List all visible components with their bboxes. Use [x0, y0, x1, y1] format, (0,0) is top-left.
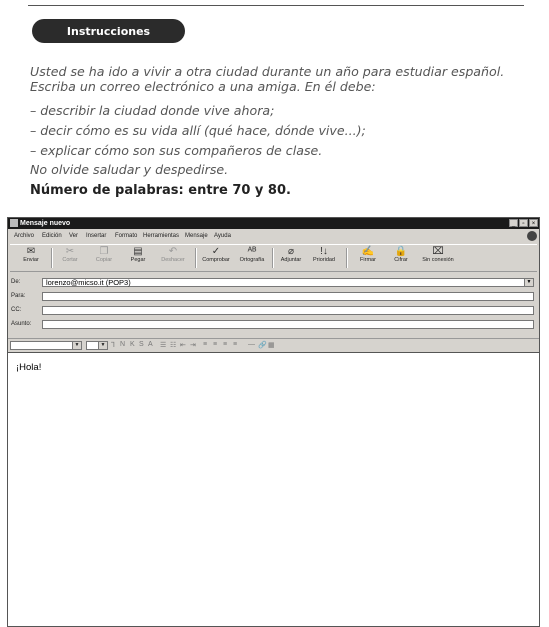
- menu-archivo[interactable]: Archivo: [14, 233, 35, 239]
- sign-button[interactable]: ✍ Firmar: [360, 246, 376, 263]
- spelling-icon: ᴬᴮ: [247, 246, 257, 257]
- copy-icon: ❐: [99, 246, 109, 257]
- to-field[interactable]: [42, 292, 534, 301]
- instructions-text: Usted se ha ido a vivir a otra ciudad durante un año para estudiar español. Escriba un correo electrónico a una amiga. En él debe:: [30, 64, 505, 94]
- from-value: lorenzo@micso.it (POP3): [46, 278, 131, 287]
- chevron-down-icon[interactable]: ▼: [98, 342, 107, 349]
- font-select[interactable]: [10, 341, 82, 350]
- menu-formato[interactable]: Formato: [115, 233, 138, 239]
- offline-button[interactable]: ⌧ Sin conexión: [422, 246, 454, 263]
- restore-button[interactable]: ▫: [519, 219, 528, 227]
- link-icon[interactable]: 🔗: [258, 342, 267, 349]
- sign-icon: ✍: [361, 246, 375, 257]
- instructions-badge: Instrucciones: [32, 19, 185, 43]
- message-body-text: ¡Hola!: [16, 362, 42, 373]
- subject-field[interactable]: [42, 320, 534, 329]
- menu-edicion[interactable]: Edición: [42, 233, 62, 239]
- align-center-icon[interactable]: ≡: [213, 341, 218, 348]
- bullet-item: – describir la ciudad donde vive ahora;: [30, 103, 275, 118]
- menu-herramientas[interactable]: Herramientas: [143, 233, 180, 239]
- attach-icon: ⌀: [287, 246, 295, 257]
- underline-icon[interactable]: S: [139, 341, 144, 348]
- minimize-button[interactable]: _: [509, 219, 518, 227]
- check-names-button[interactable]: ✓ Comprobar: [202, 246, 230, 263]
- window-title: Mensaje nuevo: [20, 220, 71, 227]
- offline-icon: ⌧: [432, 246, 444, 257]
- top-divider: [28, 5, 524, 6]
- cc-field[interactable]: [42, 306, 534, 315]
- numbered-list-icon[interactable]: ☰: [160, 342, 167, 349]
- attach-button[interactable]: ⌀ Adjuntar: [280, 246, 302, 263]
- font-size-select[interactable]: [86, 341, 108, 350]
- word-count-text: Número de palabras: entre 70 y 80.: [30, 183, 291, 198]
- new-message-window: [7, 217, 540, 627]
- chevron-down-icon[interactable]: ▼: [524, 279, 533, 286]
- italic-icon[interactable]: K: [130, 341, 135, 348]
- menu-mensaje[interactable]: Mensaje: [185, 233, 208, 239]
- justify-icon[interactable]: ≡: [233, 341, 238, 348]
- check-names-icon: ✓: [211, 246, 221, 257]
- insert-picture-icon[interactable]: ▦: [268, 342, 275, 349]
- send-icon: ✉: [26, 246, 36, 257]
- align-left-icon[interactable]: ≡: [203, 341, 208, 348]
- undo-button[interactable]: ↶ Deshacer: [161, 246, 185, 263]
- windows-logo-icon: [527, 231, 537, 241]
- formatting-toolbar: [8, 338, 539, 352]
- send-button[interactable]: ✉ Enviar: [23, 246, 39, 263]
- from-label: De:: [11, 279, 21, 285]
- menu-ayuda[interactable]: Ayuda: [214, 233, 231, 239]
- message-window-icon: [10, 219, 18, 227]
- to-label[interactable]: Para:: [11, 293, 26, 299]
- encrypt-icon: 🔒: [394, 246, 408, 257]
- paragraph-style-icon[interactable]: Ꞁ: [111, 342, 115, 349]
- bold-icon[interactable]: N: [120, 341, 126, 348]
- bullet-list-icon[interactable]: ☷: [170, 342, 177, 349]
- indent-icon[interactable]: ⇥: [190, 342, 196, 349]
- align-right-icon[interactable]: ≡: [223, 341, 228, 348]
- cut-icon: ✂: [65, 246, 75, 257]
- undo-icon: ↶: [168, 246, 178, 257]
- close-button[interactable]: ×: [529, 219, 538, 227]
- menu-bar: [8, 230, 539, 242]
- from-field[interactable]: [42, 278, 534, 287]
- menu-insertar[interactable]: Insertar: [86, 233, 107, 239]
- encrypt-button[interactable]: 🔒 Cifrar: [394, 246, 408, 263]
- outdent-icon[interactable]: ⇤: [180, 342, 186, 349]
- toolbar: [10, 244, 537, 272]
- horizontal-line-icon[interactable]: —: [248, 341, 255, 348]
- message-body[interactable]: [8, 352, 539, 627]
- menu-ver[interactable]: Ver: [69, 233, 79, 239]
- subject-label: Asunto:: [11, 321, 32, 327]
- title-bar: [8, 218, 539, 229]
- cc-label[interactable]: CC:: [11, 307, 22, 313]
- bullet-item: – explicar cómo son sus compañeros de clase.: [30, 143, 323, 158]
- bullet-item: – decir cómo es su vida allí (qué hace, dónde vive...);: [30, 123, 366, 138]
- cut-button[interactable]: ✂ Cortar: [62, 246, 78, 263]
- copy-button[interactable]: ❐ Copiar: [95, 246, 113, 263]
- paste-button[interactable]: ▤ Pegar: [130, 246, 146, 263]
- spelling-button[interactable]: ᴬᴮ Ortografía: [239, 246, 265, 263]
- priority-button[interactable]: !↓ Prioridad: [312, 246, 335, 263]
- font-color-icon[interactable]: A: [148, 341, 153, 348]
- paste-icon: ▤: [133, 246, 143, 257]
- closing-text: No olvide saludar y despedirse.: [30, 162, 229, 177]
- priority-icon: !↓: [320, 246, 328, 257]
- chevron-down-icon[interactable]: ▼: [72, 342, 81, 349]
